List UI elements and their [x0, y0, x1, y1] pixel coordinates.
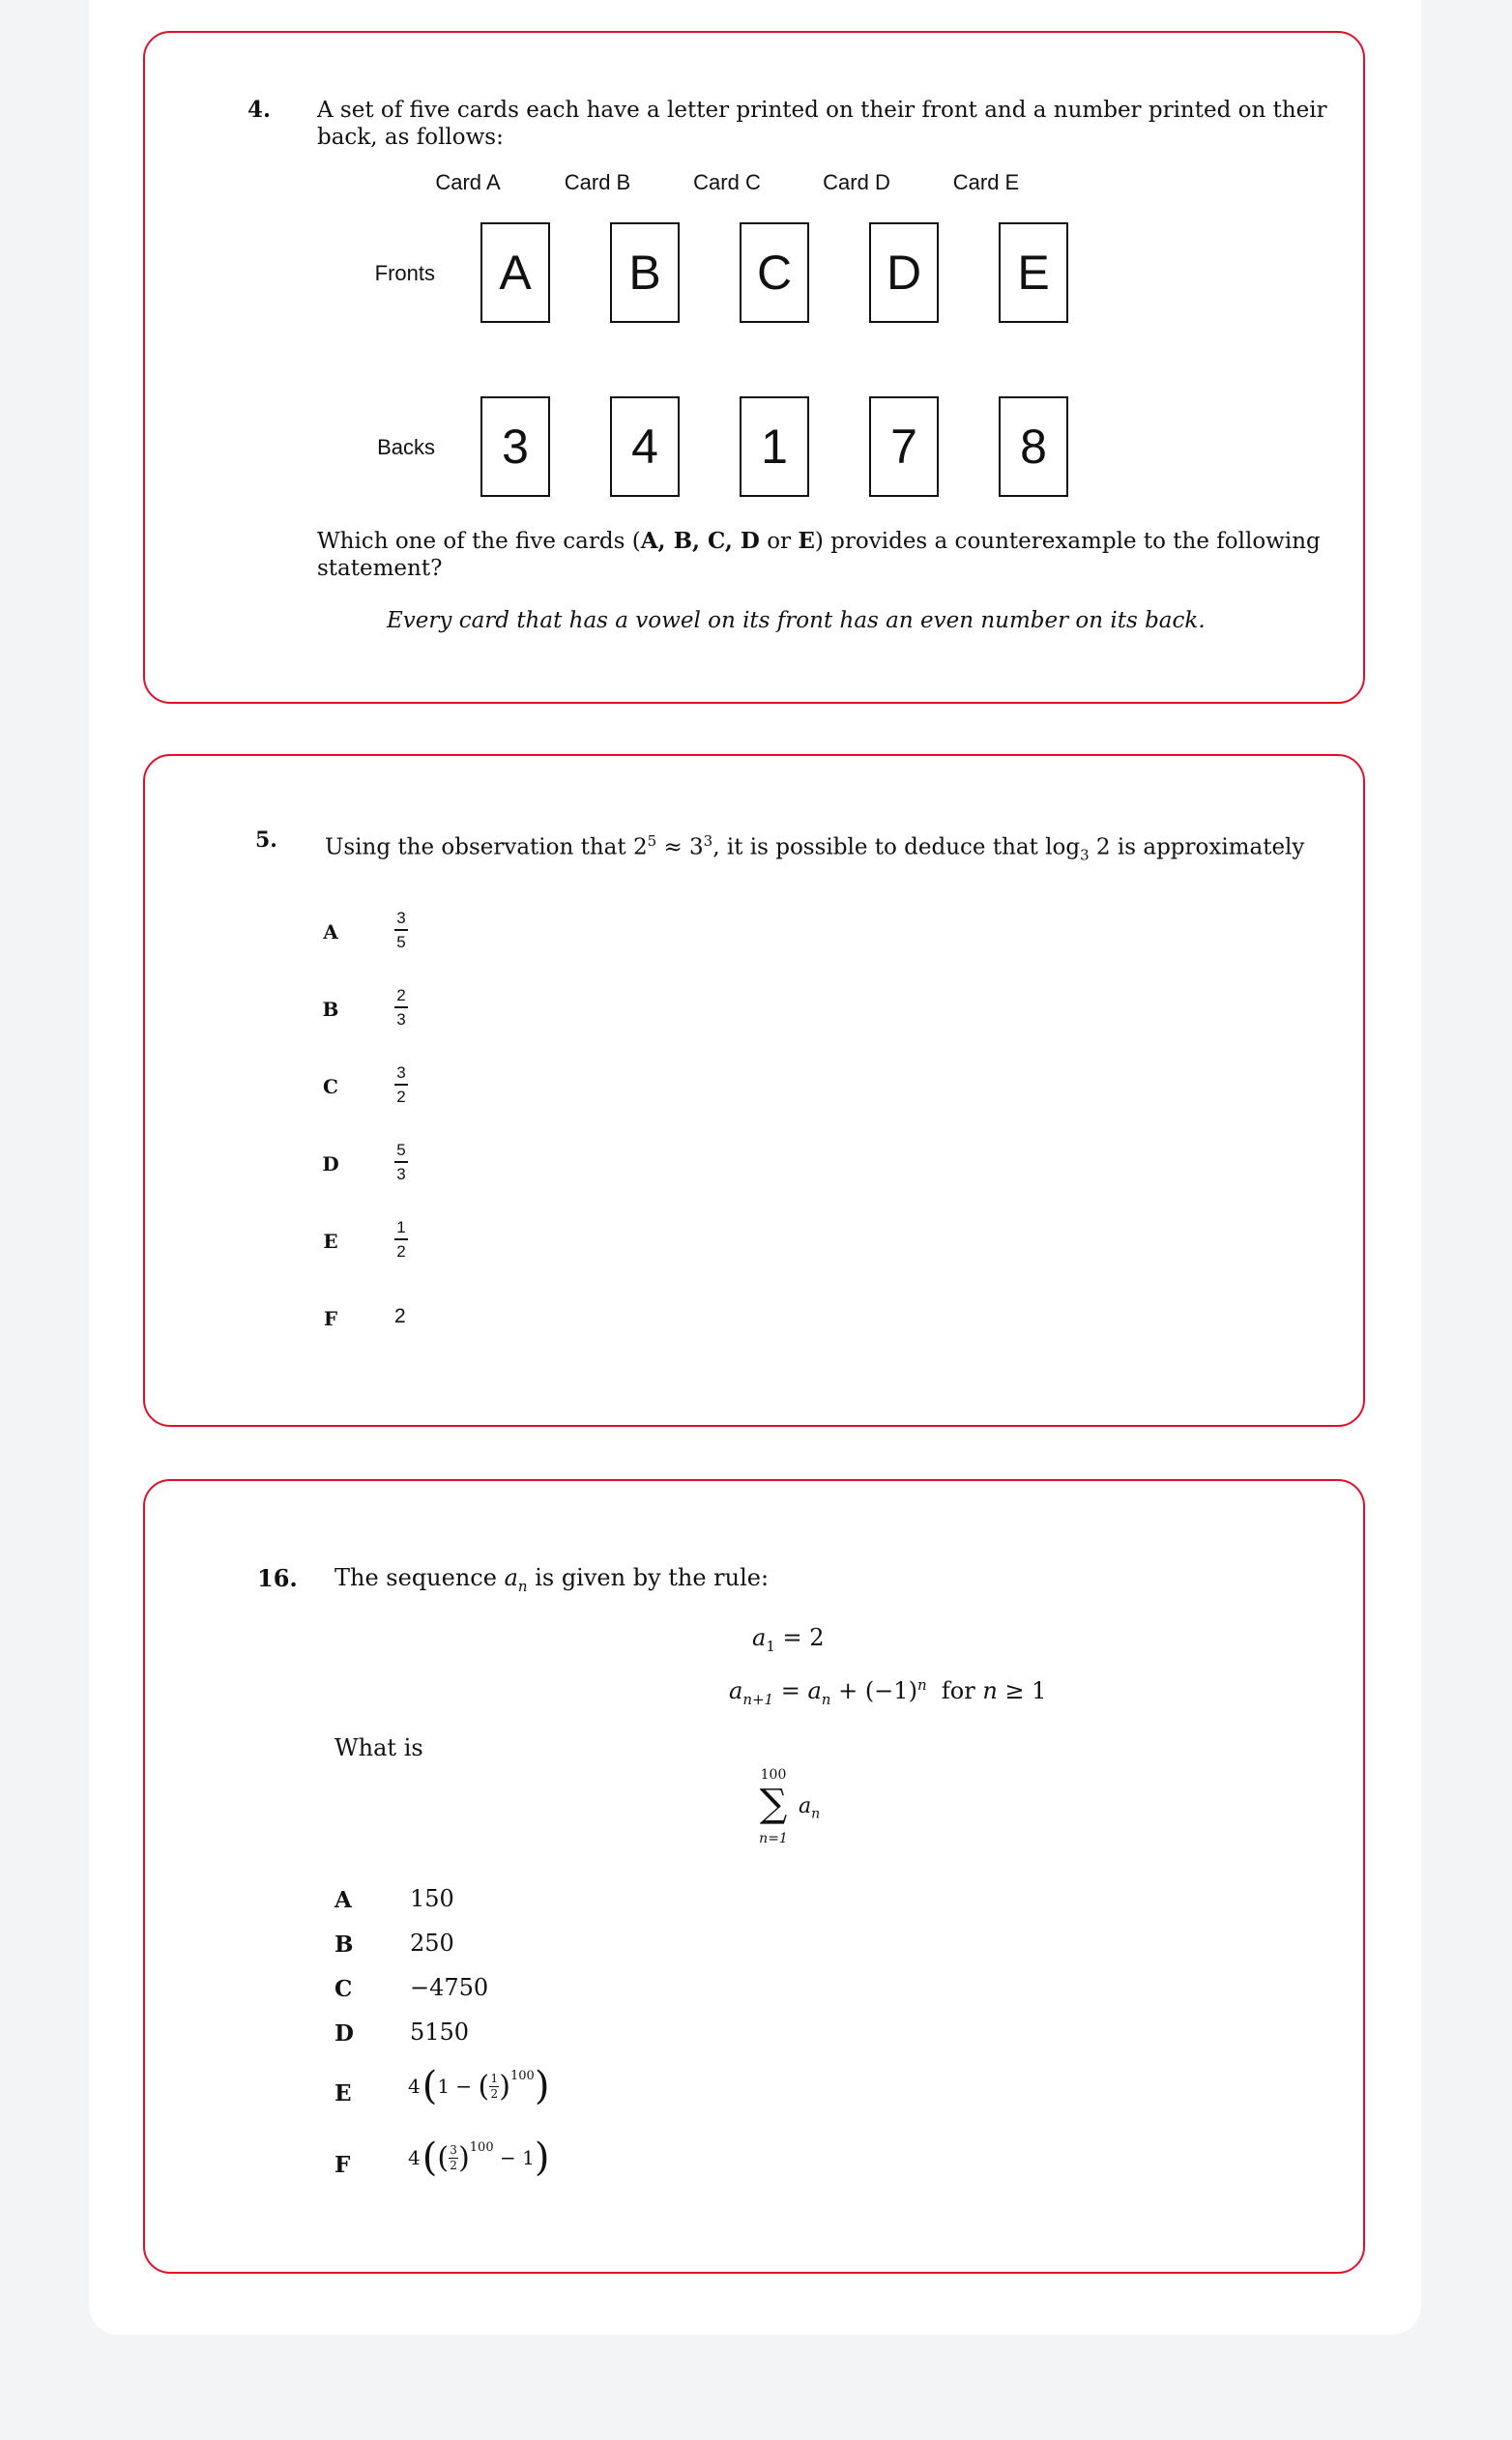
card-front-a: A — [480, 222, 550, 323]
question-text-line2: statement? — [317, 556, 443, 581]
question-4-card — [143, 31, 1365, 704]
option-c-value: −4750 — [410, 1974, 489, 2001]
question-5-card — [143, 754, 1365, 1427]
option-c-letter: C — [334, 1976, 353, 2002]
question-intro-line2: back, as follows: — [317, 125, 504, 150]
card-front-b: B — [610, 222, 680, 323]
option-b-letter: B — [322, 998, 339, 1021]
option-a-letter: A — [323, 920, 338, 944]
sum-symbol: ∑ — [759, 1782, 788, 1826]
option-a-value: 3 5 — [394, 909, 408, 951]
option-b-value: 2 3 — [394, 986, 408, 1029]
question-text-line1: Which one of the five cards (A, B, C, D or E) provides a counterexample to the following — [317, 528, 1321, 554]
option-a-letter: A — [334, 1887, 352, 1913]
option-e-letter: E — [334, 2080, 352, 2106]
column-header-card-e: Card E — [952, 170, 1020, 194]
option-e-letter: E — [323, 1230, 338, 1253]
card-front-c: C — [740, 222, 809, 323]
statement: Every card that has a vowel on its front has an even number on its back. — [387, 608, 1206, 633]
option-d-letter: D — [322, 1152, 339, 1176]
question-number: 4. — [247, 97, 272, 123]
option-e-value: 1 2 — [394, 1218, 408, 1261]
option-f-value: 2 — [394, 1305, 406, 1327]
card-front-e: E — [999, 222, 1068, 323]
option-d-value: 5 3 — [394, 1141, 408, 1183]
question-number: 5. — [255, 828, 277, 853]
card-back-e: 8 — [999, 396, 1068, 497]
question-16-card — [143, 1479, 1365, 2274]
card-back-c: 1 — [740, 396, 809, 497]
fronts-label: Fronts — [374, 261, 435, 285]
column-header-card-b: Card B — [564, 170, 631, 194]
question-number: 16. — [257, 1564, 298, 1592]
rule-initial: $a_1 = 2$ — [752, 1624, 825, 1655]
rule-recurrence: $a_{n+1} = a_n + (-1)^n$ for n ≥ 1 — [729, 1676, 1047, 1708]
option-d-value: 5150 — [410, 2019, 470, 2046]
card-back-a: 3 — [480, 396, 550, 497]
option-c-letter: C — [323, 1075, 338, 1098]
question-stem: The sequence $a_n$ is given by the rule: — [334, 1564, 770, 1595]
sum-upper-limit: 100 — [760, 1767, 787, 1783]
column-header-card-d: Card D — [823, 170, 890, 194]
question-stem: Using the observation that $2^5 \approx 3^3$, it is possible to deduce that $\log_3 2$ is approximately — [325, 832, 1305, 864]
question-intro-line1: A set of five cards each have a letter printed on their front and a number printed on their — [317, 98, 1327, 123]
option-b-value: 250 — [410, 1930, 454, 1957]
card-back-d: 7 — [869, 396, 939, 497]
option-b-letter: B — [334, 1932, 354, 1958]
backs-label: Backs — [377, 435, 435, 459]
what-is-label: What is — [334, 1734, 423, 1761]
option-a-value: 150 — [410, 1885, 454, 1912]
option-e-value: 4 ( 1 − ( 1 2 ) 100 ) — [408, 2064, 550, 2108]
option-d-letter: D — [334, 2020, 354, 2047]
card-back-b: 4 — [610, 396, 680, 497]
card-front-d: D — [869, 222, 939, 323]
sum-term: $a_n$ — [799, 1794, 821, 1822]
column-header-card-a: Card A — [435, 170, 501, 194]
option-f-letter: F — [323, 1307, 338, 1330]
option-c-value: 3 2 — [394, 1063, 408, 1106]
option-f-letter: F — [334, 2152, 351, 2178]
sum-lower-limit: n=1 — [759, 1831, 788, 1846]
option-f-value: 4 ( ( 3 2 ) 100 − 1 ) — [408, 2135, 550, 2180]
column-header-card-c: Card C — [693, 170, 761, 194]
